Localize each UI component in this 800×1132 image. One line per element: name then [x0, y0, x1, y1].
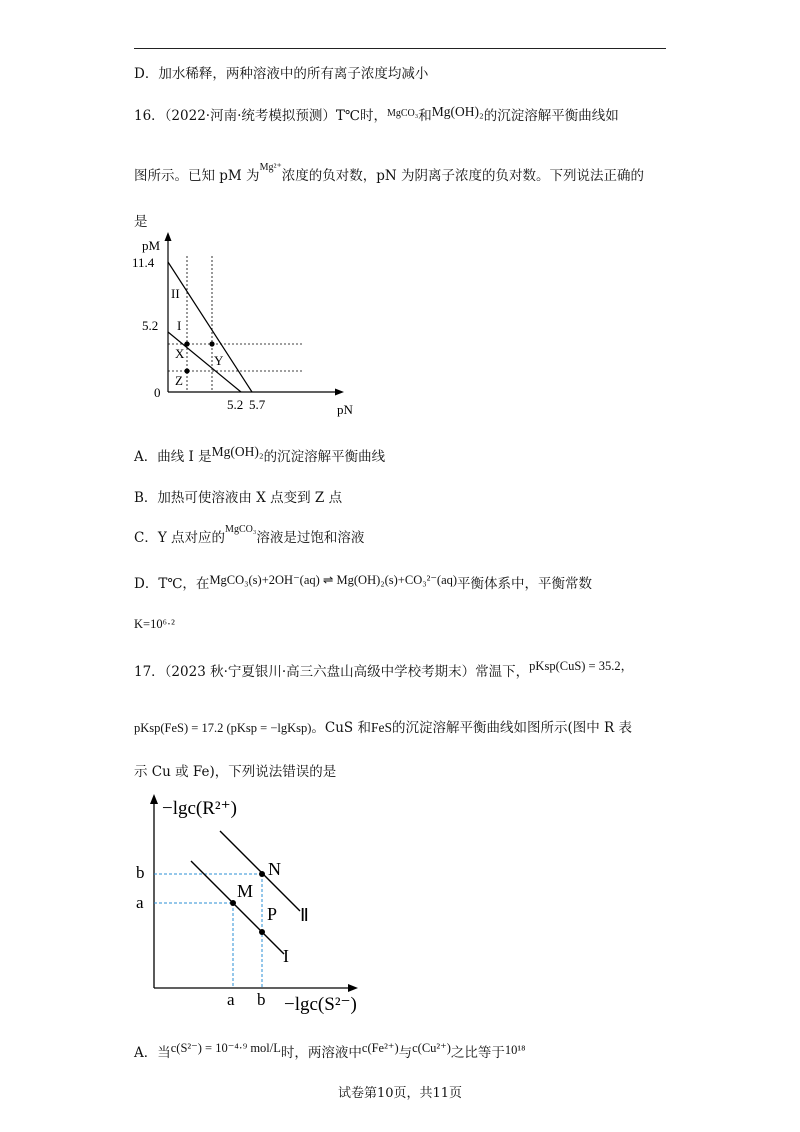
q16-option-a-formula: Mg(OH)₂: [211, 444, 264, 459]
q16-option-d-pre: D．T℃，在: [134, 576, 210, 592]
q16-intro: [134, 104, 619, 124]
q16-option-b: B．加热可使溶液由 X 点变到 Z 点: [134, 490, 343, 506]
q17-point-n-label: N: [268, 859, 281, 879]
q17-curve-ii-label: Ⅱ: [300, 905, 309, 925]
q17-point-p-label: P: [267, 904, 278, 924]
q16-option-c: [134, 524, 364, 546]
q16-point-y: [209, 341, 214, 346]
q16-option-a-post: 的沉淀溶解平衡曲线: [263, 449, 386, 465]
q16-option-c-formula: MgCO₃: [225, 524, 257, 535]
q17-fes: FeS: [370, 720, 392, 735]
q16-curve-i-label: I: [177, 318, 182, 333]
q16-line2: [134, 162, 644, 184]
q17-y-arrow: [150, 794, 158, 804]
q17-intro: [134, 656, 633, 680]
q16-mgoh2: Mg(OH)₂: [431, 104, 484, 119]
q17-xtick-a: a: [227, 990, 235, 1009]
q15-option-d: D．加水稀释，两种溶液中的所有离子浓度均减小: [134, 66, 429, 82]
q16-ylabel: pM: [142, 238, 161, 253]
q16-xtick-5-7: 5.7: [249, 397, 266, 412]
q17-option-a-fe: c(Fe²⁺): [361, 1041, 399, 1055]
q17-option-a-and: 与: [398, 1045, 413, 1061]
q17-option-a-post: 之比等于: [450, 1045, 505, 1061]
q16-option-d: [134, 572, 592, 592]
q16-point-y-label: Y: [214, 353, 224, 368]
q17-point-m: [230, 900, 236, 906]
q17-curve-ii: [220, 831, 300, 911]
q17-x-arrow: [348, 984, 358, 992]
q17-point-n: [259, 871, 265, 877]
q16-line3: 是: [134, 214, 148, 230]
q16-intro-a: 16．（2022·河南·统考模拟预测）T℃时，: [134, 108, 387, 124]
top-rule: [134, 48, 666, 49]
q16-option-a: [134, 444, 385, 465]
q17-pksp-cus: pKsp(CuS) = 35.2，: [529, 659, 634, 673]
q16-option-d-post: 平衡体系中，平衡常数: [457, 576, 593, 592]
q17-option-a-val: 10¹⁸: [504, 1043, 526, 1057]
q17-pksp-fes: pKsp(FeS) = 17.2 (pKsp = −lgKsp): [134, 721, 312, 735]
q16-option-c-post: 溶液是过饱和溶液: [256, 530, 365, 546]
q16-point-x-label: X: [175, 346, 185, 361]
q17-point-p: [259, 929, 265, 935]
q17-chart: [128, 786, 378, 1028]
q16-xlabel: pN: [337, 402, 353, 417]
q16-mg2: Mg²⁺: [259, 162, 282, 173]
q17-curve-i-label: I: [283, 946, 289, 966]
q17-line3: 示 Cu 或 Fe)，下列说法错误的是: [134, 764, 337, 780]
q16-option-c-pre: C．Y 点对应的: [134, 530, 226, 546]
q16-line2-b: 浓度的负对数，pN 为阴离子浓度的负对数。下列说法正确的: [281, 168, 644, 184]
q17-ylabel: −lgc(R²⁺): [162, 798, 237, 819]
q17-line2: [134, 716, 632, 736]
q16-y-arrow: [165, 232, 172, 241]
q16-point-z: [184, 368, 189, 373]
q17-intro-a: 17．（2023 秋·宁夏银川·高三六盘山高级中学校考期末）常温下，: [134, 664, 530, 680]
q17-option-a-cu: c(Cu²⁺): [412, 1041, 451, 1055]
q16-point-z-label: Z: [175, 373, 183, 388]
q16-mgco3: MgCO₃: [386, 108, 419, 119]
q16-and: 和: [418, 108, 432, 124]
q16-option-d-k: K=10⁶·²: [134, 617, 175, 631]
page-footer: 试卷第10页，共11页: [337, 1086, 463, 1101]
q17-option-a-mid: 时，两溶液中: [280, 1045, 362, 1061]
q17-option-a-cond: c(S²⁻) = 10⁻⁴·⁹ mol/L: [170, 1041, 281, 1055]
q16-ytick-0: 0: [154, 385, 161, 400]
q17-option-a-pre: A．当: [134, 1045, 171, 1061]
q17-line2-c: 的沉淀溶解平衡曲线如图所示(图中 R 表: [392, 720, 633, 736]
q17-ytick-a: a: [136, 893, 144, 912]
q16-chart: [130, 228, 370, 420]
q16-option-d-formula: MgCO₃(s)+2OH⁻(aq) ⇌ Mg(OH)₂(s)+CO₃²⁻(aq): [209, 573, 458, 587]
q17-xlabel: −lgc(S²⁻): [284, 994, 357, 1015]
q17-xtick-b: b: [257, 990, 266, 1009]
q16-ytick-5-2: 5.2: [142, 318, 159, 333]
q16-line2-a: 图所示。已知 pM 为: [134, 168, 260, 184]
q17-option-a: [134, 1040, 526, 1061]
q16-option-a-pre: A．曲线 I 是: [134, 449, 212, 465]
q16-x-arrow: [335, 389, 344, 396]
q17-ytick-b: b: [136, 863, 145, 882]
q16-intro-b: 的沉淀溶解平衡曲线如: [483, 108, 619, 124]
q16-point-x: [184, 341, 189, 346]
q16-ytick-11-4: 11.4: [132, 255, 155, 270]
q17-point-m-label: M: [237, 881, 254, 901]
q17-line2-b: 。CuS 和: [311, 720, 371, 736]
q16-xtick-5-2: 5.2: [227, 397, 244, 412]
q16-curve-ii-label: II: [171, 286, 180, 301]
